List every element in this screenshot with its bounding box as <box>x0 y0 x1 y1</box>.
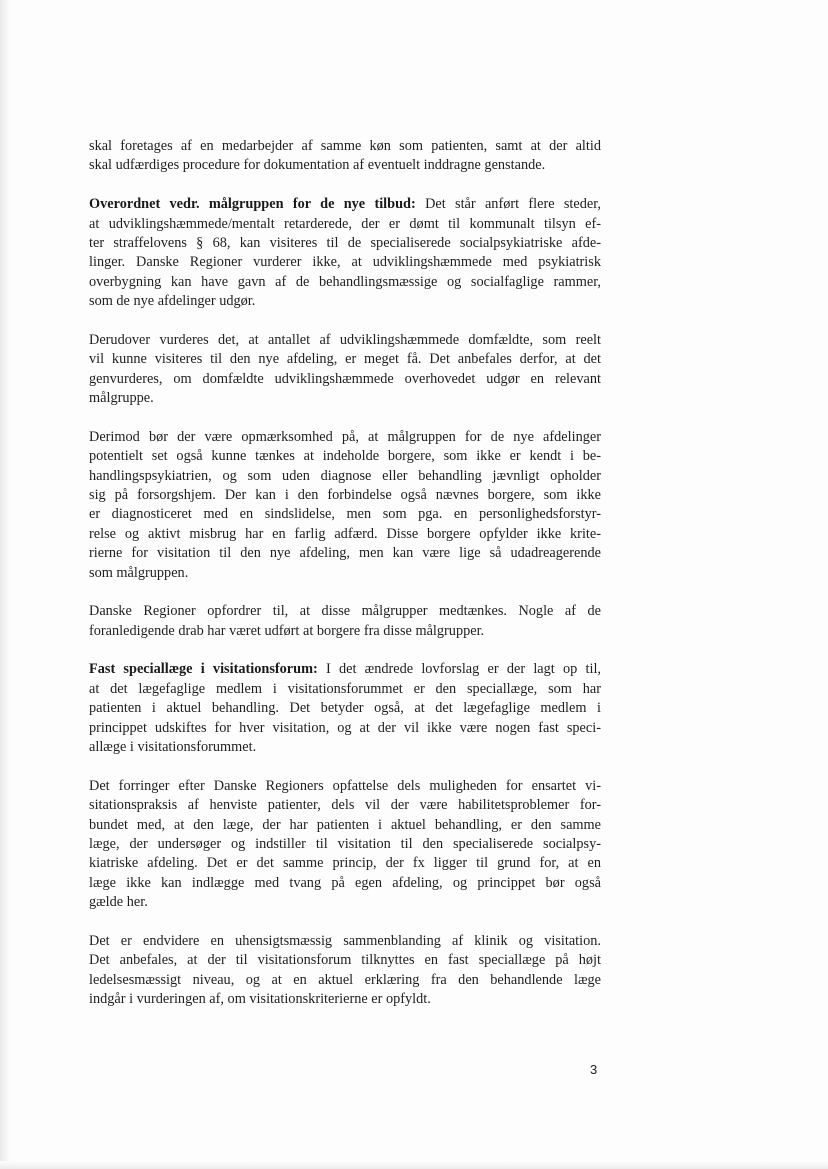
text-line: som målgruppen. <box>89 564 189 581</box>
text-line: ledelsesmæssigt niveau, og at en aktuel erklæring fra den behandlende læge <box>89 971 601 988</box>
text-line: at det lægefaglige medlem i visitationsforummet er den speciallæge, som har <box>89 680 601 697</box>
scan-edge-bottom <box>0 1161 828 1169</box>
text-line: indgår i vurderingen af, om visitationskriterierne er opfyldt. <box>89 991 431 1008</box>
text-line: Derudover vurderes det, at antallet af udviklingshæmmede domfældte, som reelt <box>89 331 601 348</box>
page-number: 3 <box>590 1062 598 1077</box>
text-line: skal foretages af en medarbejder af samme køn som patienten, samt at der altid <box>89 138 601 154</box>
text-line: allæge i visitationsforummet. <box>89 739 257 756</box>
text-line: som de nye afdelinger udgør. <box>89 293 256 310</box>
text-line: rierne for visitation til den nye afdeling, men kan være lige så udadreagerende <box>89 545 601 562</box>
body-paragraph <box>89 428 601 583</box>
text-line: bundet med, at den læge, der har patienten i aktuel behandling, er den samme <box>89 816 601 833</box>
text-line: Det er endvidere en uhensigtsmæssig sammenblanding af klinik og visitation. <box>89 932 601 949</box>
paragraph-heading: Overordnet vedr. målgruppen for de nye tilbud: <box>89 196 416 213</box>
text-line: kiatriske afdeling. Det er det samme princip, der fx ligger til grund for, at en <box>89 855 601 872</box>
text-line: Danske Regioner opfordrer til, at disse målgrupper medtænkes. Nogle af de <box>89 603 601 620</box>
text-line: ter straffelovens § 68, kan visiteres til de specialiserede socialpsykiatriske afde- <box>89 234 601 251</box>
body-paragraph <box>89 932 601 1010</box>
body-paragraph <box>89 331 601 409</box>
text-line: genvurderes, om domfældte udviklingshæmmede overhovedet udgør en relevant <box>89 370 601 387</box>
text-line: vil kunne visiteres til den nye afdeling, er meget få. Det anbefales derfor, at det <box>89 351 601 368</box>
text-line: målgruppe. <box>89 390 154 407</box>
text-line: at udviklingshæmmede/mentalt retarderede, der er dømt til kommunalt tilsyn ef- <box>89 215 601 232</box>
text-line: Fast speciallæge i visitationsforum: I det ændrede lovforslag er der lagt op til, <box>89 661 601 678</box>
text-line: Overordnet vedr. målgruppen for de nye tilbud: Det står anført flere steder, <box>89 196 602 213</box>
text-line: princippet udskiftes for hver visitation, og at der vil ikke være nogen fast speci- <box>89 719 601 736</box>
text-line: læge ikke kan indlægge med tvang på egen afdeling, og princippet bør også <box>89 874 601 891</box>
text-line: foranledigende drab har været udført at borgere fra disse målgrupper. <box>89 622 485 639</box>
body-paragraph <box>89 602 601 641</box>
text-line: læge, der undersøger og indstiller til visitation til den specialiserede socialpsy- <box>89 835 601 852</box>
text-line: potentielt set også kunne tænkes at indeholde borgere, som ikke er kendt i be- <box>89 448 601 465</box>
body-paragraph <box>89 137 601 176</box>
text-line: skal udfærdiges procedure for dokumentation af eventuelt inddragne genstande. <box>89 157 546 174</box>
text-line: patienten i aktuel behandling. Det betyder også, at det lægefaglige medlem i <box>89 700 601 717</box>
text-line: linger. Danske Regioner vurderer ikke, at udviklingshæmmede med psykiatrisk <box>89 254 601 271</box>
text-line: gælde her. <box>89 894 148 911</box>
text-line: sitationspraksis af henviste patienter, dels vil der være habilitetsproblemer for- <box>89 797 601 814</box>
scan-edge-left <box>0 0 10 1169</box>
body-paragraph <box>89 195 601 311</box>
body-paragraph <box>89 777 601 913</box>
paragraph-heading: Fast speciallæge i visitationsforum: <box>89 661 318 678</box>
text-line: relse og aktivt misbrug har en farlig adfærd. Disse borgere opfylder ikke krite- <box>89 525 601 542</box>
text-line: Derimod bør der være opmærksomhed på, at målgruppen for de nye afdelinger <box>89 428 601 445</box>
document-body <box>89 137 601 1010</box>
text-line: er diagnosticeret med en sindslidelse, men som pga. en personlighedsforstyr- <box>89 506 601 523</box>
body-paragraph <box>89 660 601 757</box>
text-line: Det forringer efter Danske Regioners opfattelse dels muligheden for ensartet vi- <box>89 777 601 794</box>
text-line: sig på forsorgshjem. Der kan i den forbindelse også nævnes borgere, som ikke <box>89 486 601 503</box>
text-line: Det anbefales, at der til visitationsforum tilknyttes en fast speciallæge på højt <box>89 952 601 969</box>
text-line: handlingspsykiatrien, og som uden diagnose eller behandling jævnligt opholder <box>89 467 601 484</box>
text-line: overbygning kan have gavn af de behandlingsmæssige og socialfaglige rammer, <box>89 273 601 290</box>
